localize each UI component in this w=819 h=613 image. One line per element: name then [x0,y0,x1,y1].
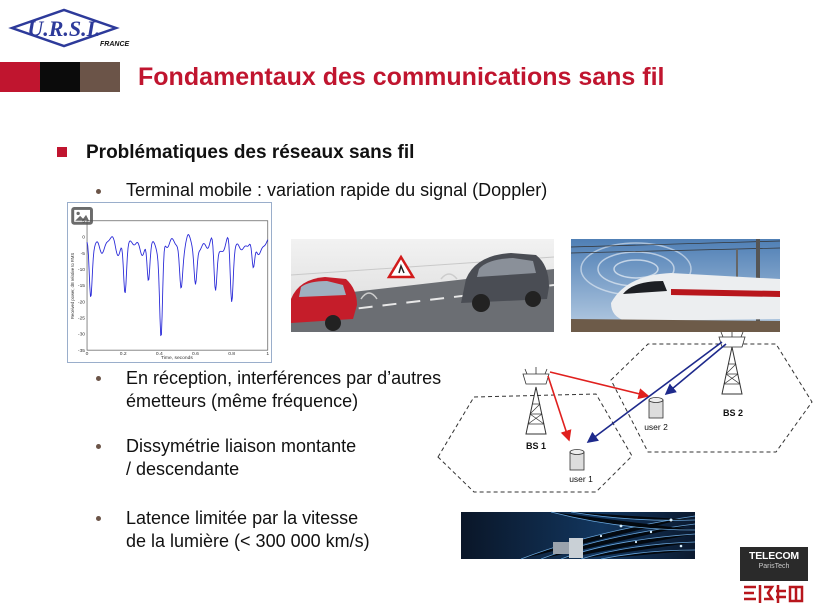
x-tick-label: 1 [266,352,270,358]
sub-bullet-line: Terminal mobile : variation rapide du signal (Doppler) [126,180,548,200]
user1-label: user 1 [569,474,593,484]
user2-label: user 2 [644,422,668,432]
red-link-to-user1 [548,376,569,440]
y-tick-label: -5 [80,251,86,257]
sub-bullet-interference [126,367,441,413]
x-tick-label: 0.6 [192,352,199,358]
bullet-dot-icon [96,516,101,521]
base-station-1-icon [523,367,549,434]
telecom-emblem [740,581,808,607]
sub-bullet-line: Dissymétrie liaison montante [126,436,357,456]
car-road-image [291,239,554,332]
y-tick-label: -35 [77,348,86,354]
title-square-red [0,62,40,92]
fiber-optic-image [461,512,695,559]
network-diagram [436,332,812,497]
fading-curve [87,235,268,336]
doppler-fading-graph [67,202,272,363]
main-bullet-square-icon [57,147,67,157]
title-square-black [40,62,80,92]
main-bullet: Problématiques des réseaux sans fil [86,142,415,163]
tick-layer [78,218,269,357]
sub-bullet-doppler [126,179,547,202]
y-tick-label: -20 [77,300,86,306]
y-tick-label: 0 [82,235,86,241]
bullet-dot-icon [96,376,101,381]
title-square-brown [80,62,120,92]
bs2-label: BS 2 [722,408,744,418]
x-tick-label: 0 [85,352,89,358]
y-tick-label: 5 [82,219,86,225]
base-station-2-icon [719,332,745,394]
sub-bullet-line: Latence limitée par la vitesse [126,508,359,528]
y-tick-label: -10 [77,267,86,273]
sub-bullet-asymmetry [126,435,356,481]
y-tick-label: -30 [77,332,86,338]
sub-bullet-line: émetteurs (même fréquence) [126,391,359,411]
sub-bullet-latency [126,507,370,553]
y-axis-label: Received power, dB relative to RMS [70,252,76,319]
train-image [571,239,780,332]
bs1-label: BS 1 [525,441,547,451]
bullet-dot-icon [96,444,101,449]
y-tick-label: -25 [77,316,86,322]
telecom-sub: ParisTech [758,563,790,570]
sub-bullet-line: En réception, interférences par d’autres [126,368,442,388]
x-tick-label: 0.8 [228,352,236,358]
logo-text: U.R.S.I. [27,16,101,41]
ursi-logo [8,6,130,52]
bullet-dot-icon [96,189,101,194]
red-link-to-user2 [550,372,648,396]
x-tick-label: 0.2 [119,352,127,358]
blue-link-to-user2 [666,344,726,394]
telecom-paristech-logo [740,547,808,607]
x-axis-label: Time, seconds [160,356,193,362]
sub-bullet-line: de la lumière (< 300 000 km/s) [126,531,370,551]
user-2-icon [649,398,663,419]
y-tick-label: -15 [77,284,86,290]
user-1-icon [570,450,584,471]
x-tick-label: 0.4 [155,352,163,358]
logo-sub: FRANCE [100,41,130,48]
slide-title: Fondamentaux des communications sans fil [138,63,665,91]
cell-2-hexagon [611,344,812,452]
telecom-name: TELECOM [749,550,799,562]
sub-bullet-line: / descendante [126,459,240,479]
